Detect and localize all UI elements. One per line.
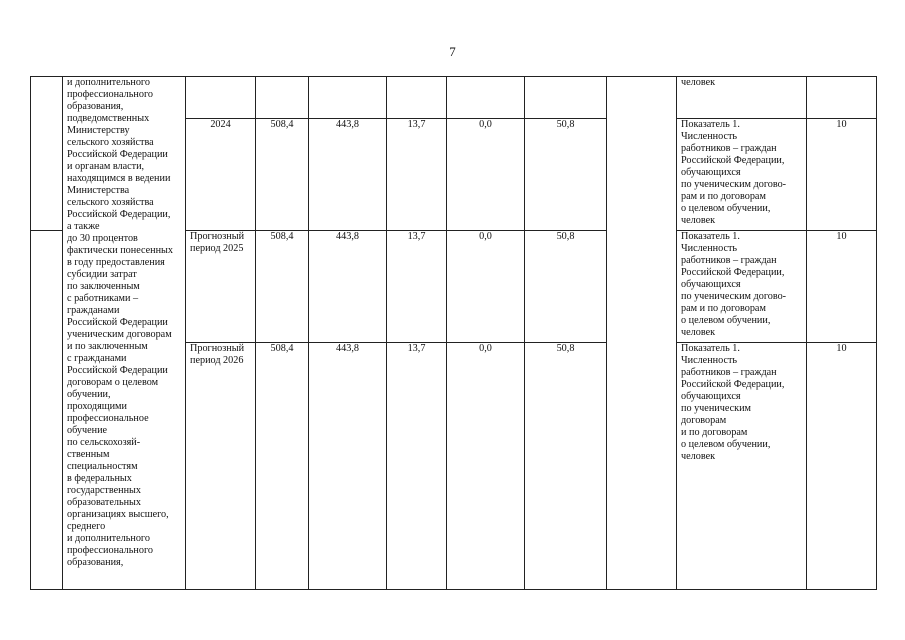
period-cell: 2024 [186,119,256,231]
description-cell: и дополнительного профессионального образования, подведомственных Министерству сельского хозяйства Российской Федерации и органам власти, находящимся в ведении Министерства сельского хозяйства Российской Федерации, а также до 30 процентов фактически понесенных в году предоставления субсидии затрат по заключенным с работниками – гражданами Российской Федерации ученическим договорам и по заключенным с гражданами Российской Федерации договорам о целевом обучении, проходящими профессиональное обучение по сельскохозяй- ственным специальностям в федеральных государственных образовательных организациях высшего, среднего и дополнительного профессионального образования, [63,77,186,590]
value-cell [309,77,387,119]
value-cell: 0,0 [447,231,525,343]
indicator-cell: Показатель 1. Численность работников – граждан Российской Федерации, обучающихся по ученическим догово- рам и по договорам о целевом обучении, человек [677,231,807,343]
table-row [31,77,877,119]
value-cell: 50,8 [525,231,607,343]
value-cell [387,77,447,119]
target-cell: 10 [807,119,877,231]
value-cell: 13,7 [387,231,447,343]
value-cell: 50,8 [525,343,607,590]
value-cell: 50,8 [525,119,607,231]
total-cell: 508,4 [256,231,309,343]
value-cell [525,77,607,119]
value-cell: 13,7 [387,119,447,231]
total-cell [256,77,309,119]
page-number: 7 [449,44,456,59]
total-cell: 508,4 [256,119,309,231]
value-cell: 443,8 [309,231,387,343]
value-cell: 443,8 [309,119,387,231]
indicator-cell: человек [677,77,807,119]
value-cell [447,77,525,119]
target-cell [807,77,877,119]
target-cell: 10 [807,231,877,343]
indicator-cell: Показатель 1. Численность работников – граждан Российской Федерации, обучающихся по ученическим догово- рам и по договорам о целевом обучении, человек [677,119,807,231]
total-cell: 508,4 [256,343,309,590]
value-cell: 0,0 [447,343,525,590]
period-cell: Прогнозный период 2025 [186,231,256,343]
indicator-cell: Показатель 1. Численность работников – граждан Российской Федерации, обучающихся по ученическим договорам и по договорам о целевом обучении, человек [677,343,807,590]
index-cell [31,231,63,590]
index-cell [31,77,63,231]
subsidy-table [30,76,877,590]
period-cell [186,77,256,119]
period-cell: Прогнозный период 2026 [186,343,256,590]
value-cell: 13,7 [387,343,447,590]
target-cell: 10 [807,343,877,590]
empty-merged-cell [607,77,677,590]
value-cell: 443,8 [309,343,387,590]
value-cell: 0,0 [447,119,525,231]
